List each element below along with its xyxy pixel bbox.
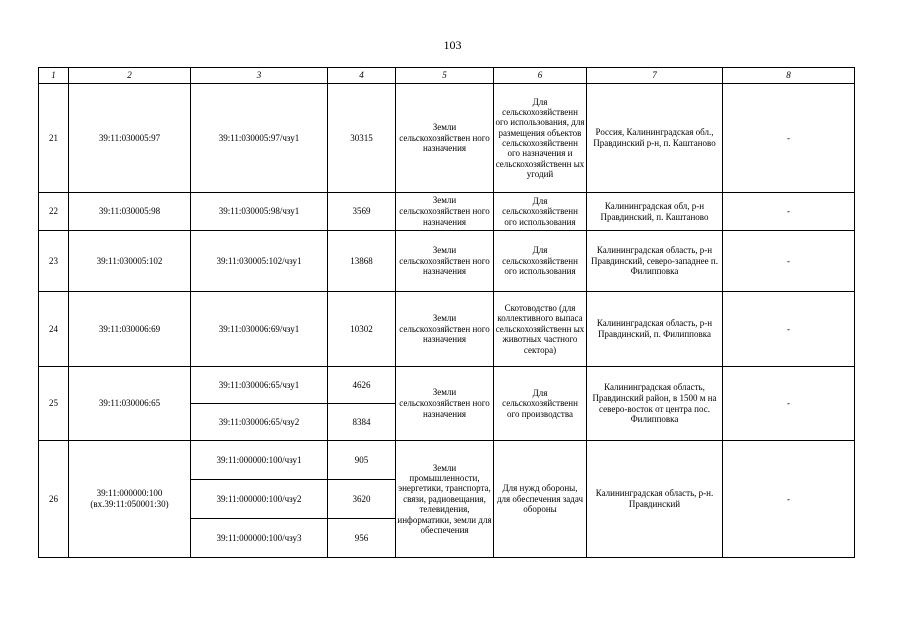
header-cell: 1 bbox=[39, 68, 69, 84]
note: - bbox=[723, 84, 855, 193]
area-value: 8384 bbox=[328, 404, 396, 441]
table-row bbox=[39, 292, 855, 367]
table-row bbox=[39, 193, 855, 231]
cadastral-number bbox=[69, 441, 191, 558]
part-number: 39:11:030005:102/чзу1 bbox=[191, 231, 328, 292]
row-number: 24 bbox=[39, 292, 69, 367]
address: Калининградская область, р-н Правдинский, северо-западнее п. Филипповка bbox=[587, 231, 723, 292]
row-number: 23 bbox=[39, 231, 69, 292]
cadastral-number-line: 39:11:000000:100 bbox=[96, 488, 163, 499]
address: Калининградская область, р-н. Правдинский bbox=[587, 441, 723, 558]
table-row bbox=[39, 367, 855, 404]
note: - bbox=[723, 231, 855, 292]
row-number: 25 bbox=[39, 367, 69, 441]
permitted-use: Для сельскохозяйственн ого использования, для размещения объектов сельскохозяйственн ого назначения и сельскохозяйственн ых угодий bbox=[494, 84, 587, 193]
table-row bbox=[39, 84, 855, 193]
header-cell: 5 bbox=[396, 68, 494, 84]
table-row bbox=[39, 231, 855, 292]
cadastral-number: 39:11:030005:98 bbox=[69, 193, 191, 231]
address: Калининградская область, Правдинский район, в 1500 м на северо-восток от центра пос. Филипповка bbox=[587, 367, 723, 441]
area-value: 956 bbox=[328, 519, 396, 558]
part-number: 39:11:030006:69/чзу1 bbox=[191, 292, 328, 367]
note: - bbox=[723, 193, 855, 231]
header-cell: 2 bbox=[69, 68, 191, 84]
row-number: 21 bbox=[39, 84, 69, 193]
area-value: 4626 bbox=[328, 367, 396, 404]
header-cell: 3 bbox=[191, 68, 328, 84]
area-value: 3569 bbox=[328, 193, 396, 231]
cadastral-number: 39:11:030005:102 bbox=[69, 231, 191, 292]
area-value: 3620 bbox=[328, 480, 396, 519]
header-cell: 6 bbox=[494, 68, 587, 84]
cadastral-number: 39:11:030006:65 bbox=[69, 367, 191, 441]
area-value: 905 bbox=[328, 441, 396, 480]
part-number: 39:11:000000:100/чзу3 bbox=[191, 519, 328, 558]
permitted-use: Для сельскохозяйственн ого производства bbox=[494, 367, 587, 441]
part-number: 39:11:000000:100/чзу2 bbox=[191, 480, 328, 519]
land-category: Земли сельскохозяйствен ного назначения bbox=[396, 292, 494, 367]
cadastral-number: 39:11:030006:69 bbox=[69, 292, 191, 367]
land-category: Земли сельскохозяйствен ного назначения bbox=[396, 231, 494, 292]
part-number: 39:11:030005:97/чзу1 bbox=[191, 84, 328, 193]
land-plots-table bbox=[38, 67, 855, 558]
area-value: 10302 bbox=[328, 292, 396, 367]
cadastral-number-included: (вх.39:11:050001:30) bbox=[90, 499, 169, 509]
land-category: Земли промышленности, энергетики, транспорта, связи, радиовещания, телевидения, информатики, земли для обеспечения bbox=[396, 441, 494, 558]
part-number: 39:11:030006:65/чзу1 bbox=[191, 367, 328, 404]
address: Калининградская область, р-н Правдинский, п. Филипповка bbox=[587, 292, 723, 367]
header-cell: 8 bbox=[723, 68, 855, 84]
row-number: 26 bbox=[39, 441, 69, 558]
note: - bbox=[723, 441, 855, 558]
row-number: 22 bbox=[39, 193, 69, 231]
page-number: 103 bbox=[443, 38, 462, 52]
header-row bbox=[39, 68, 855, 84]
land-category: Земли сельскохозяйствен ного назначения bbox=[396, 84, 494, 193]
part-number: 39:11:000000:100/чзу1 bbox=[191, 441, 328, 480]
area-value: 30315 bbox=[328, 84, 396, 193]
header-cell: 7 bbox=[587, 68, 723, 84]
note: - bbox=[723, 292, 855, 367]
note: - bbox=[723, 367, 855, 441]
address: Россия, Калининградская обл., Правдинский р-н, п. Каштаново bbox=[587, 84, 723, 193]
permitted-use: Скотоводство (для коллективного выпаса сельскохозяйственн ых животных частного сектора) bbox=[494, 292, 587, 367]
part-number: 39:11:030005:98/чзу1 bbox=[191, 193, 328, 231]
table-row bbox=[39, 441, 855, 480]
land-category: Земли сельскохозяйствен ного назначения bbox=[396, 193, 494, 231]
header-cell: 4 bbox=[328, 68, 396, 84]
cadastral-number: 39:11:030005:97 bbox=[69, 84, 191, 193]
land-category: Земли сельскохозяйствен ного назначения bbox=[396, 367, 494, 441]
permitted-use: Для сельскохозяйственн ого использования bbox=[494, 193, 587, 231]
permitted-use: Для нужд обороны, для обеспечения задач обороны bbox=[494, 441, 587, 558]
area-value: 13868 bbox=[328, 231, 396, 292]
part-number: 39:11:030006:65/чзу2 bbox=[191, 404, 328, 441]
permitted-use: Для сельскохозяйственн ого использования bbox=[494, 231, 587, 292]
address: Калининградская обл, р-н Правдинский, п. Каштаново bbox=[587, 193, 723, 231]
